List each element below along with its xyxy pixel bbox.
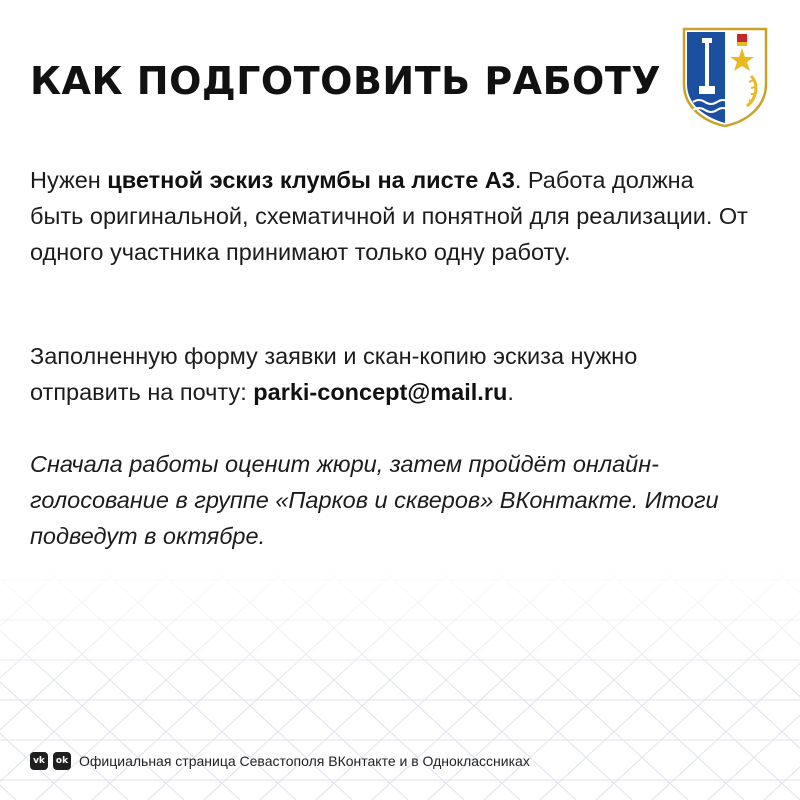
vk-icon[interactable]: vk [30,752,48,770]
p1-text-start: Нужен [30,167,108,193]
email-link[interactable]: parki-concept@mail.ru [253,379,508,405]
page-title: КАК ПОДГОТОВИТЬ РАБОТУ [30,59,662,103]
paragraph-voting: Сначала работы оценит жюри, затем пройдёт онлайн-голосование в группе «Парков и скверов» ВКонтакте. Итоги подведут в октябре. [30,451,719,549]
p1-text-end: . Работа должна быть оригинальной, схематичной и понятной для реализации. От одного участника принимают только одну работу. [30,167,748,265]
p2-text-start: Заполненную форму заявки и скан-копию эскиза нужно отправить на почту: [30,343,638,405]
paragraph-submission [30,338,750,410]
p2-text-end: . [507,379,514,405]
footer [30,752,530,770]
sevastopol-crest-icon [681,26,769,128]
footer-text: Официальная страница Севастополя ВКонтакте и в Одноклассниках [79,753,530,769]
paragraph-sketch-requirements [30,162,750,270]
odnoklassniki-icon[interactable]: ok [53,752,71,770]
p1-bold-text: цветной эскиз клумбы на листе А3 [107,167,515,193]
